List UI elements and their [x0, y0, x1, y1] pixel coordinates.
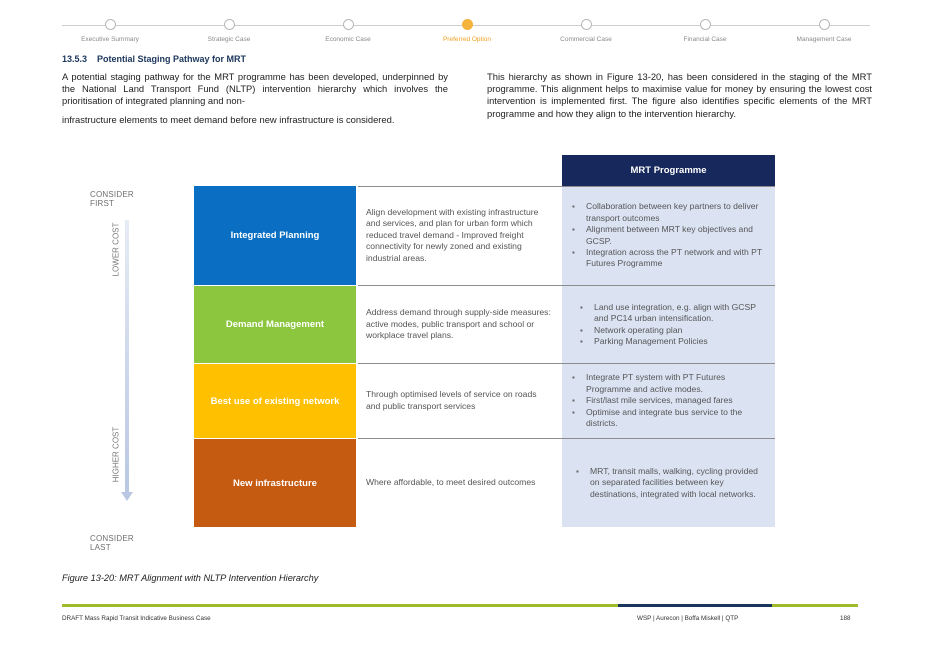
level-new-infrastructure: New infrastructure: [194, 439, 356, 527]
footer-document-title: DRAFT Mass Rapid Transit Indicative Business Case: [62, 615, 211, 622]
step-dot: [343, 19, 354, 30]
section-heading: [62, 54, 246, 64]
mrt-bullet: ▪ Collaboration between key partners to deliver transport outcomes: [572, 201, 763, 224]
level-best-use-existing-network: Best use of existing network: [194, 364, 356, 438]
level-description: [358, 364, 560, 438]
step-label: Financial Case: [683, 36, 727, 43]
mrt-programme-header: MRT Programme: [562, 155, 775, 186]
level-demand-management: Demand Management: [194, 286, 356, 363]
step-dot: [105, 19, 116, 30]
level-description: [358, 439, 560, 527]
mrt-bullet: ▪ Land use integration, e.g. align with GCSP and PC14 urban intensification.: [580, 302, 763, 325]
mrt-bullet: ▪ Optimise and integrate bus service to the districts.: [572, 407, 763, 430]
step-label: Preferred Option: [442, 36, 492, 43]
nav-step-financial-case[interactable]: [650, 17, 760, 43]
description-text: Where affordable, to meet desired outcomes: [366, 477, 536, 488]
footer-authors: WSP | Aurecon | Boffa Miskell | QTP: [637, 615, 739, 622]
consider-last-label: CONSIDER LAST: [90, 534, 134, 552]
mrt-bullet-list: [572, 201, 763, 269]
level-description: [358, 186, 560, 285]
mrt-bullet: ▪ Network operating plan: [580, 325, 763, 336]
level-integrated-planning: Integrated Planning: [194, 186, 356, 285]
footer-bar-green: [62, 604, 618, 607]
description-text: Align development with existing infrastructure and services, and plan for urban form which reduced travel demand - Improved freight connectivity for newly zoned and existing industrial areas.: [366, 206, 539, 263]
description-text: Through optimised levels of service on roads and public transport services: [366, 389, 537, 411]
step-dot: [224, 19, 235, 30]
description-text: Address demand through supply-side measures: active modes, public transport and school or workplace travel plans.: [366, 307, 551, 341]
body-left-column: [62, 71, 448, 132]
nav-step-preferred-option[interactable]: [412, 17, 522, 43]
mrt-bullet-list: [572, 372, 763, 429]
step-label: Executive Summary: [81, 36, 139, 43]
paragraph: infrastructure elements to meet demand before new infrastructure is considered.: [62, 113, 395, 125]
figure-caption: Figure 13-20: MRT Alignment with NLTP Intervention Hierarchy: [62, 573, 319, 583]
footer-bar-green-end: [772, 604, 858, 607]
mrt-alignment-cell: [562, 186, 775, 285]
row-divider: [358, 285, 775, 286]
step-dot-active: [462, 19, 473, 30]
higher-cost-label: HIGHER COST: [111, 426, 121, 483]
row-divider: [358, 363, 775, 364]
section-title: Potential Staging Pathway for MRT: [97, 54, 247, 64]
section-number: 13.5.3: [62, 54, 88, 64]
mrt-bullet: ▪ Alignment between MRT key objectives and GCSP.: [572, 224, 763, 247]
step-dot: [581, 19, 592, 30]
business-case-progress-nav: [62, 17, 870, 47]
nav-step-management-case[interactable]: [769, 17, 879, 43]
paragraph: This hierarchy as shown in Figure 13-20, has been considered in the staging of the MRT programme. This alignment helps to maximise value for money by ensuring the lowest cost intervention is implemented first. The figure also identifies specific elements of the MRT programme and how they align to the intervention hierarchy.: [487, 71, 872, 119]
step-label: Strategic Case: [207, 36, 251, 43]
mrt-alignment-cell: [562, 286, 775, 363]
mrt-alignment-cell: [562, 364, 775, 438]
nav-step-executive-summary[interactable]: [55, 17, 165, 43]
mrt-bullet: ▪ Integration across the PT network and with PT Futures Programme: [572, 247, 763, 270]
step-label: Commercial Case: [560, 36, 612, 43]
arrow-down-icon: [121, 492, 133, 501]
mrt-alignment-cell: [562, 439, 775, 527]
step-label: Management Case: [796, 36, 852, 43]
row-divider: [358, 186, 775, 187]
mrt-bullet: ▪ Parking Management Policies: [580, 336, 763, 347]
mrt-bullet: ▪ First/last mile services, managed fares: [572, 395, 763, 406]
step-dot: [700, 19, 711, 30]
level-description: [358, 286, 560, 363]
cost-arrow: [125, 220, 129, 493]
mrt-bullet-list: [576, 466, 763, 500]
consider-first-label: CONSIDER FIRST: [90, 190, 134, 208]
step-dot: [819, 19, 830, 30]
step-label: Economic Case: [325, 36, 371, 43]
row-divider: [358, 438, 775, 439]
page-number: 188: [840, 615, 851, 622]
nav-step-commercial-case[interactable]: [531, 17, 641, 43]
mrt-bullet: ▪ MRT, transit malls, walking, cycling provided on separated facilities between key destinations, integrated with local networks.: [576, 466, 763, 500]
body-right-column: [487, 71, 872, 126]
footer-bar-navy: [618, 604, 772, 607]
nav-step-strategic-case[interactable]: [174, 17, 284, 43]
lower-cost-label: LOWER COST: [111, 222, 121, 277]
nav-step-economic-case[interactable]: [293, 17, 403, 43]
mrt-bullet-list: [580, 302, 763, 348]
paragraph: A potential staging pathway for the MRT programme has been developed, underpinned by the National Land Transport Fund (NLTP) intervention hierarchy which involves the prioritisation of integrated planning and non-: [62, 71, 448, 107]
mrt-bullet: ▪ Integrate PT system with PT Futures Programme and active modes.: [572, 372, 763, 395]
